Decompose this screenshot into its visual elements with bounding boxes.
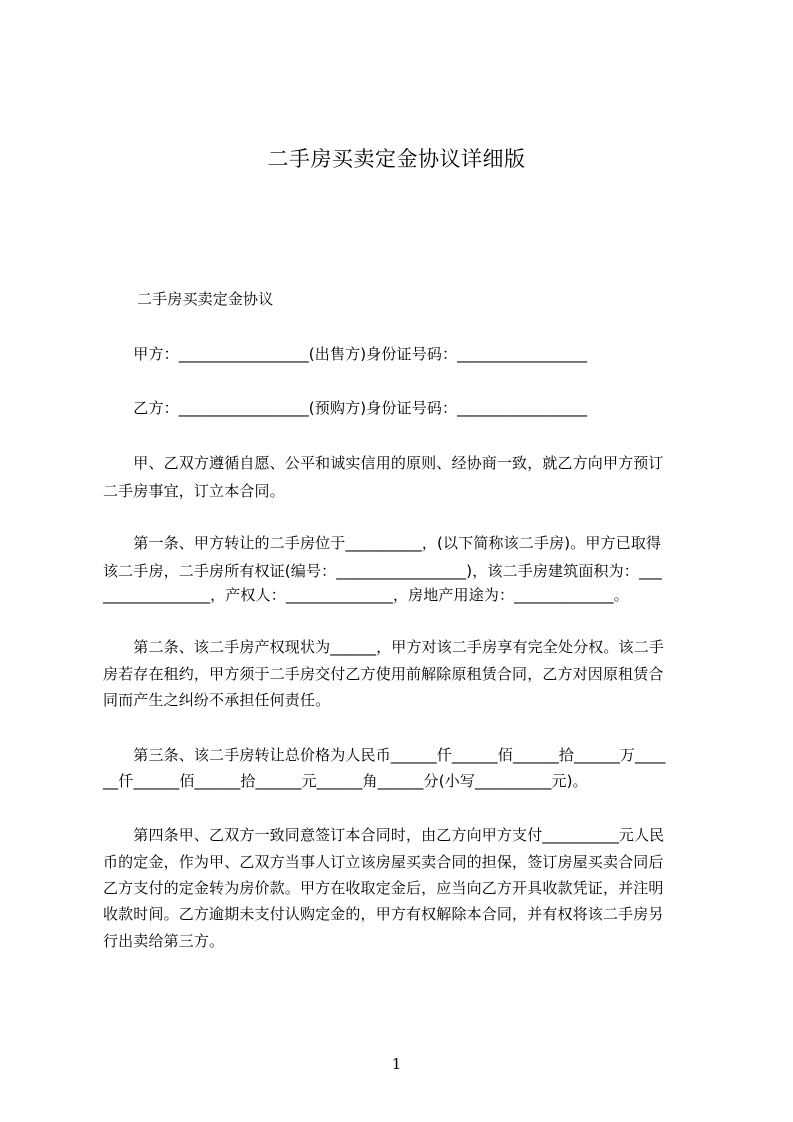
party-a-line: 甲方：_________________(出售方)身份证号码：_________________ <box>103 345 588 363</box>
article1-line-1: 第一条、甲方转让的二手房位于__________，(以下简称该二手房)。甲方已取得 <box>103 534 662 552</box>
article4-line-3: 乙方支付的定金转为房价款。甲方在收取定金后，应当向乙方开具收款凭证，并注明 <box>103 879 664 897</box>
article2-line-2: 房若存在租约，甲方须于二手房交付乙方使用前解除原租赁合同，乙方对因原租赁合 <box>103 665 664 683</box>
article1-line-3: ______________，产权人：______________，房地产用途为：_____________。 <box>103 586 629 604</box>
party-b-line: 乙方：_________________(预购方)身份证号码：_________________ <box>103 399 588 417</box>
article4-line-2: 币的定金，作为甲、乙双方当事人订立该房屋买卖合同的担保，签订房屋买卖合同后 <box>103 853 664 871</box>
article2-line-3: 同而产生之纠纷不承担任何责任。 <box>103 691 331 709</box>
document-title: 二手房买卖定金协议详细版 <box>267 147 526 171</box>
page-number: 1 <box>391 1055 402 1073</box>
article4-line-4: 收款时间。乙方逾期未支付认购定金的，甲方有权解除本合同，并有权将该二手房另 <box>103 905 664 923</box>
article4-line-5: 行出卖给第三方。 <box>103 932 225 950</box>
intro-line-2: 二手房事宜，订立本合同。 <box>103 482 285 500</box>
article1-line-2: 该二手房，二手房所有权证(编号：_________________)，该二手房建筑面积为：___ <box>103 562 662 580</box>
document-heading: 二手房买卖定金协议 <box>137 290 274 308</box>
article3-line-2: __仟______佰______拾______元______角______分(小写__________元)。 <box>103 772 588 790</box>
intro-line-1: 甲、乙双方遵循自愿、公平和诚实信用的原则、经协商一致，就乙方向甲方预订 <box>103 454 664 472</box>
article4-line-1: 第四条甲、乙双方一致同意签订本合同时，由乙方向甲方支付__________元人民 <box>103 826 665 844</box>
article3-line-1: 第三条、该二手房转让总价格为人民币______仟______佰______拾______万____ <box>103 746 666 764</box>
article2-line-1: 第二条、该二手房产权现状为______，甲方对该二手房享有完全处分权。该二手 <box>103 638 665 656</box>
